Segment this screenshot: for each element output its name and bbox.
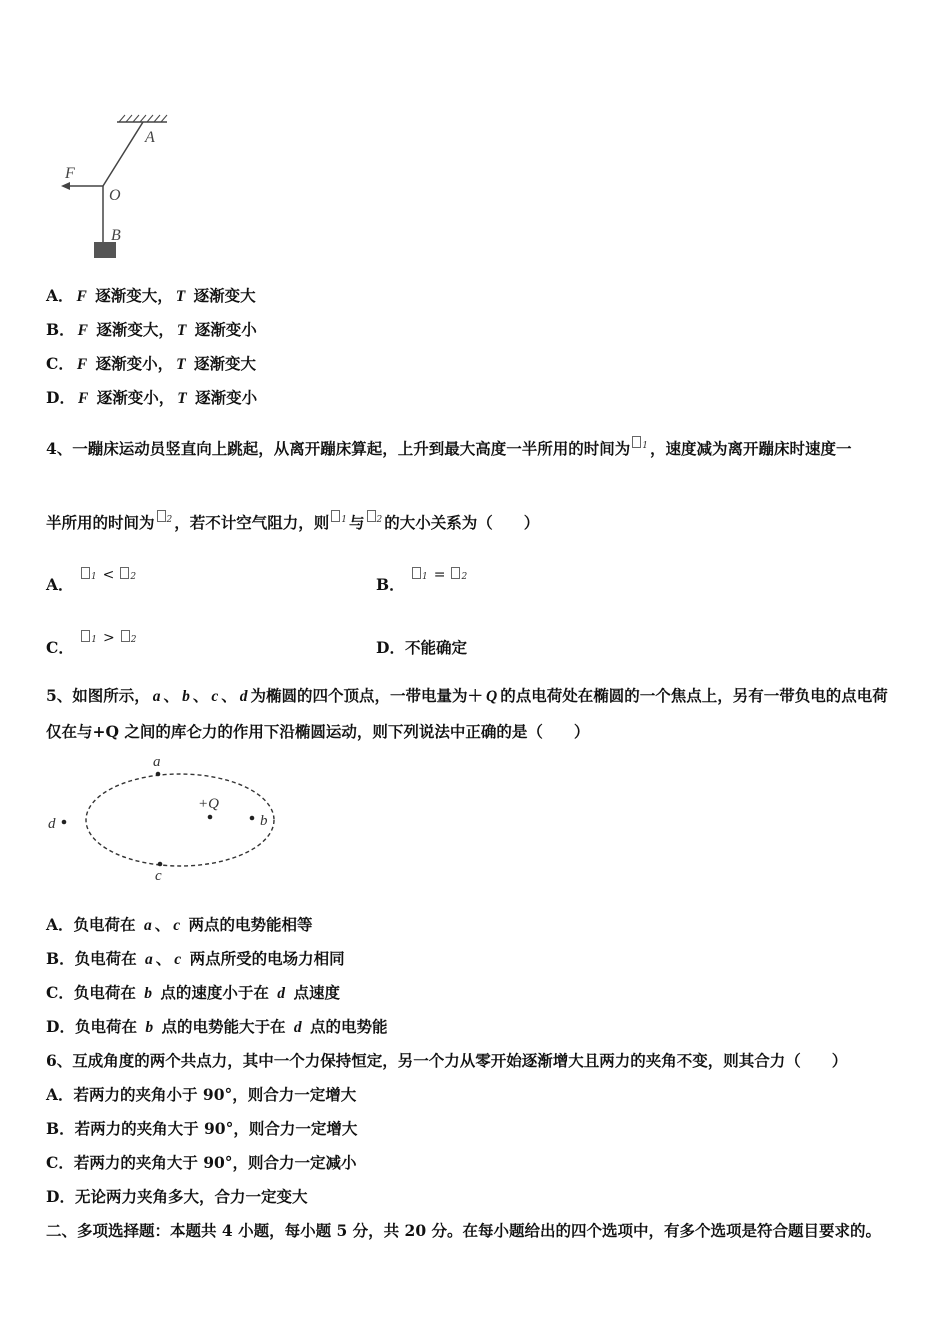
var-t: T [176,356,186,373]
ellipse-orbit [86,774,274,866]
q6-option-c[interactable] [46,1153,357,1173]
q5-option-a[interactable] [46,915,313,936]
option-text: 逐渐变小 [189,320,257,339]
placeholder-icon [367,510,376,522]
q5-text: 的点电荷处在椭圆的一个焦点上，另有一带负电的点电荷 [500,686,888,705]
placeholder-icon [632,436,641,448]
label-c: c [155,868,162,884]
option-letter: D． [46,1017,75,1036]
option-letter: C． [46,638,74,657]
option-text: 逐渐变小， [91,388,175,407]
q4-text: ，速度减为离开蹦床时速度一 [650,439,852,459]
subscript: 1 [642,441,649,451]
q5-option-b[interactable] [46,949,345,970]
q3-option-b[interactable] [46,320,257,341]
option-text: 点速度 [288,983,340,1002]
option-letter: A． [46,915,74,934]
q4-text: 半所用的时间为 [46,513,155,533]
q6-option-d[interactable] [46,1187,307,1207]
point-a [156,772,161,777]
option-text: 两点所受的电场力相同 [184,949,345,968]
q3-option-a[interactable] [46,286,256,307]
charge-q [208,815,213,820]
var-a: a [152,688,161,705]
placeholder-icon [157,510,166,522]
q4-option-d[interactable] [376,638,467,658]
option-text: 负电荷在 [74,1017,143,1036]
var-f: F [77,390,89,407]
q3-option-d[interactable] [46,388,257,409]
section-2-heading [46,1221,881,1241]
q6-text: 6、互成角度的两个共点力，其中一个力保持恒定，另一个力从零开始逐渐增大且两力的夹角不变，则其合力（ ） [46,1051,848,1070]
subscript: 2 [166,515,173,525]
q6-stem [46,1051,847,1071]
option-letter: D． [46,388,75,407]
var-f: F [76,288,87,305]
q6-option-a[interactable] [46,1085,356,1105]
placeholder-icon [331,510,340,522]
option-letter: A． [46,1085,74,1104]
var-c: c [211,688,219,705]
math-expression: $^1$ > $^2$ [79,628,138,653]
var-b: b [182,688,190,705]
option-text: 两点的电势能相等 [183,915,313,934]
separator: 、 [163,686,180,705]
label-plus-q: +Q [198,796,219,812]
option-text: 逐渐变大 [188,354,256,373]
option-letter: C． [46,1153,74,1172]
option-text: 负电荷在 [73,983,142,1002]
option-text: 逐渐变小， [90,354,174,373]
option-letter: C． [46,983,74,1002]
var-f: F [77,322,88,339]
math-expression: $^1$ = $^2$ [410,565,469,590]
var: b [145,1019,154,1036]
option-letter: C． [46,354,74,373]
option-text: 若两力的夹角大于 90°，则合力一定增大 [74,1119,358,1138]
option-letter: B． [46,949,75,968]
var-q: Q [486,688,498,705]
option-text: 负电荷在 [74,949,143,968]
option-text: 若两力的夹角小于 90°，则合力一定增大 [73,1085,357,1104]
option-text: 逐渐变小 [189,388,258,407]
point-b [250,816,255,821]
label-b: b [260,813,268,829]
q4-text: 的大小关系为（ ） [384,513,540,533]
option-letter: B． [46,1119,75,1138]
q5-text: 仅在与+Q 之间的库仑力的作用下沿椭圆运动，则下列说法中正确的是（ ） [46,722,590,741]
option-text: 负电荷在 [73,915,141,934]
var: b [144,985,152,1002]
var: a [145,951,153,968]
option-text: 点的电势能 [304,1017,388,1036]
var: c [174,951,182,968]
point-c [158,862,163,867]
weight-block-b [94,242,116,258]
option-letter: D． [376,638,405,657]
section-2-text: 二、多项选择题：本题共 4 小题，每小题 5 分，共 20 分。在每小题给出的四个选项中，有多个选项是符合题目要求的。 [46,1221,882,1240]
q5-text: 5、如图所示， [46,686,150,705]
q5-option-d[interactable] [46,1017,388,1038]
rope-oa [103,122,143,186]
option-letter: A． [46,575,74,594]
q4-stem-line1 [46,436,852,459]
q4-option-a[interactable] [46,567,138,600]
var: c [173,917,181,934]
label-o: O [109,187,121,204]
force-diagram-figure [55,112,180,264]
var: d [293,1019,302,1036]
q3-option-c[interactable] [46,354,256,375]
separator: 、 [192,686,209,705]
option-text: 、 [154,915,171,934]
q4-option-b[interactable] [376,567,469,600]
option-letter: B． [376,575,405,594]
option-text: 不能确定 [404,638,467,657]
q6-option-b[interactable] [46,1119,357,1139]
option-text: 逐渐变大， [89,286,173,305]
var: a [143,917,152,934]
option-letter: B． [46,320,75,339]
q4-text: 与 [349,513,365,533]
q5-stem-line2 [46,722,589,742]
subscript: 2 [376,515,383,525]
label-a: a [153,754,161,770]
q4-text: 4、一蹦床运动员竖直向上跳起，从离开蹦床算起，上升到最大高度一半所用的时间为 [46,439,631,459]
subscript: 1 [341,515,347,525]
option-letter: D． [46,1187,75,1206]
option-text: 无论两力夹角多大，合力一定变大 [74,1187,308,1206]
math-expression: $^1$ < $^2$ [79,565,138,590]
q5-stem-line1 [46,686,888,707]
q5-option-c[interactable] [46,983,340,1004]
separator: 、 [221,686,237,705]
q5-text: 为椭圆的四个顶点，一带电量为＋ [250,686,483,705]
var-d: d [239,688,248,705]
option-text: 、 [155,949,172,968]
label-f: F [65,165,75,182]
option-letter: A． [46,286,74,305]
var-t: T [176,322,187,339]
var-t: T [175,288,186,305]
label-d: d [48,816,56,832]
q4-option-c[interactable] [46,630,138,663]
label-a: A [145,129,155,146]
var-t: T [177,390,187,407]
var-f: F [76,356,88,373]
option-text: 点的电势能大于在 [156,1017,291,1036]
option-text: 逐渐变大， [90,320,174,339]
label-b: B [111,227,121,244]
q4-text: ，若不计空气阻力，则 [174,513,330,533]
option-text: 逐渐变大 [188,286,256,305]
ellipse-figure [40,752,285,887]
option-text: 点的速度小于在 [155,983,275,1002]
var: d [277,985,286,1002]
point-d [62,820,67,825]
q4-stem-line2 [46,510,539,533]
option-text: 若两力的夹角大于 90°，则合力一定减小 [73,1153,357,1172]
